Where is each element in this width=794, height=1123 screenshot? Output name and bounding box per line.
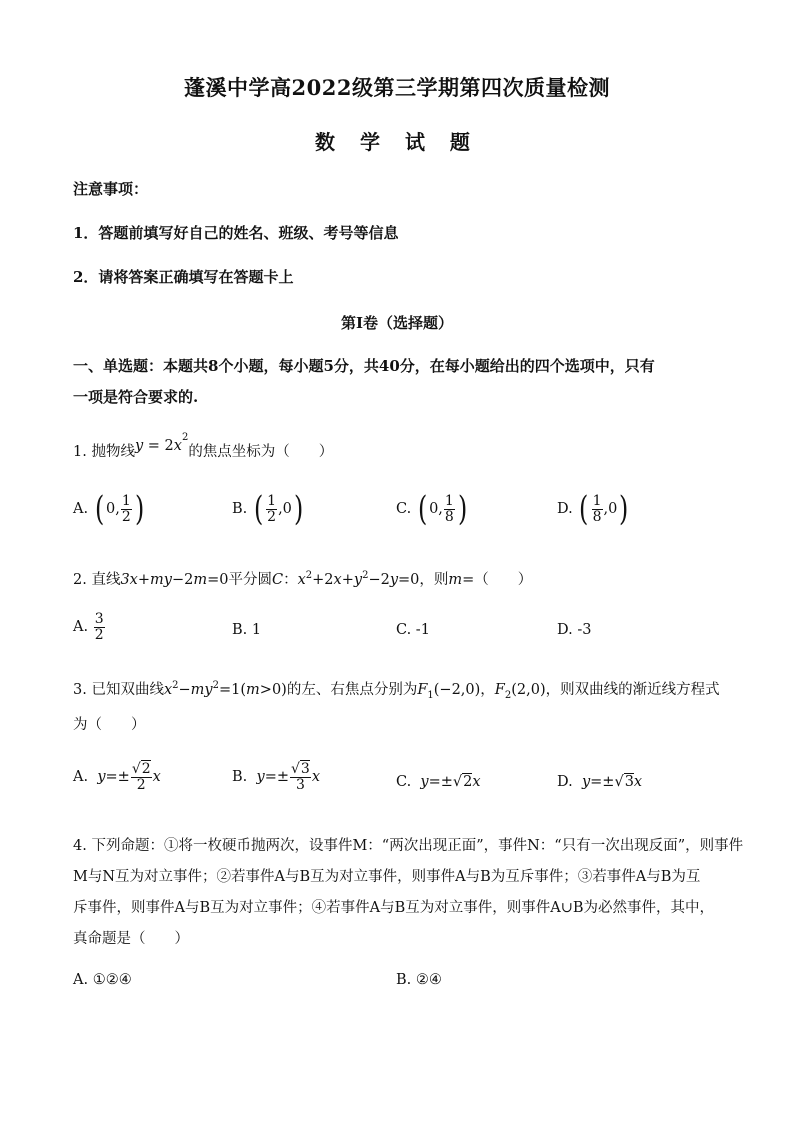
question-1-option-d[interactable]: D. ( $\frac{1}{8}$ ,0) [557, 489, 629, 529]
question-3-option-c[interactable]: C. y=±√2x [396, 774, 481, 790]
question-3-option-d[interactable]: D. y=±√3x [557, 774, 643, 790]
exam-title: 蓬溪中学高2022级第三学期第四次质量检测 [184, 75, 610, 100]
exam-subtitle: 数 学 试 题 [315, 130, 479, 154]
question-3-stem-line1: 3. 已知双曲线$x^2-my^2=1(m>0)$的左、右焦点分别为$F_1(-2,0)$，$F_2(2,0)$，则双曲线的渐近线方程式 [73, 680, 720, 701]
question-4-stem-line3: 斥事件，则事件A与B互为对立事件；④若事件A与B互为对立事件，则事件A∪B为必然事件，其中， [73, 900, 715, 916]
question-3-option-a[interactable]: A. y=± $\frac{√2}{2}$ x [73, 761, 161, 793]
notice-item-2: 2．请将答案正确填写在答题卡上 [73, 268, 294, 286]
volume-heading: 第I卷（选择题） [340, 314, 454, 332]
question-1-option-b[interactable]: B. ( $\frac{1}{2}$ ,0) [232, 489, 304, 529]
notice-item-1: 1．答题前填写好自己的姓名、班级、考号等信息 [73, 224, 399, 242]
question-2-option-d[interactable]: D. -3 [557, 622, 592, 638]
question-1-option-a[interactable]: A. ( 0, $\frac{1}{2}$ ) [73, 489, 145, 529]
question-1-stem: 1. 抛物线$y = 2x^2$的焦点坐标为（ ） [73, 432, 334, 460]
question-4-option-a[interactable]: A. ①②④ [73, 972, 132, 988]
section-instruction-line1: 一、单选题：本题共8个小题，每小题5分，共40分，在每小题给出的四个选项中，只有 [73, 357, 655, 375]
question-2-option-c[interactable]: C. -1 [396, 622, 430, 638]
question-2-stem: 2. 直线3x+my−2m=0平分圆C：$x^2+2x+y^2-2y=0$，则m=（ ） [73, 570, 533, 588]
question-4-stem-line1: 4. 下列命题：①将一枚硬币抛两次，设事件M：“两次出现正面”，事件N：“只有一次出现反面”，则事件 [73, 838, 744, 854]
question-4-stem-line4: 真命题是（ ） [73, 931, 189, 947]
question-3-option-b[interactable]: B. y=± $\frac{√3}{3}$ x [232, 761, 321, 793]
notice-heading: 注意事项： [73, 180, 149, 198]
question-4-option-b[interactable]: B. ②④ [396, 972, 442, 988]
question-2-option-b[interactable]: B. 1 [232, 622, 262, 638]
question-1-option-c[interactable]: C. ( 0, $\frac{1}{8}$ ) [396, 489, 468, 529]
section-instruction-line2: 一项是符合要求的. [73, 388, 199, 406]
question-3-stem-line2: 为（ ） [73, 717, 146, 733]
question-2-option-a[interactable]: A. $\frac{3}{2}$ [73, 611, 104, 643]
question-4-stem-line2: M与N互为对立事件；②若事件A与B互为对立事件，则事件A与B为互斥事件；③若事件A与B为互 [73, 869, 701, 885]
